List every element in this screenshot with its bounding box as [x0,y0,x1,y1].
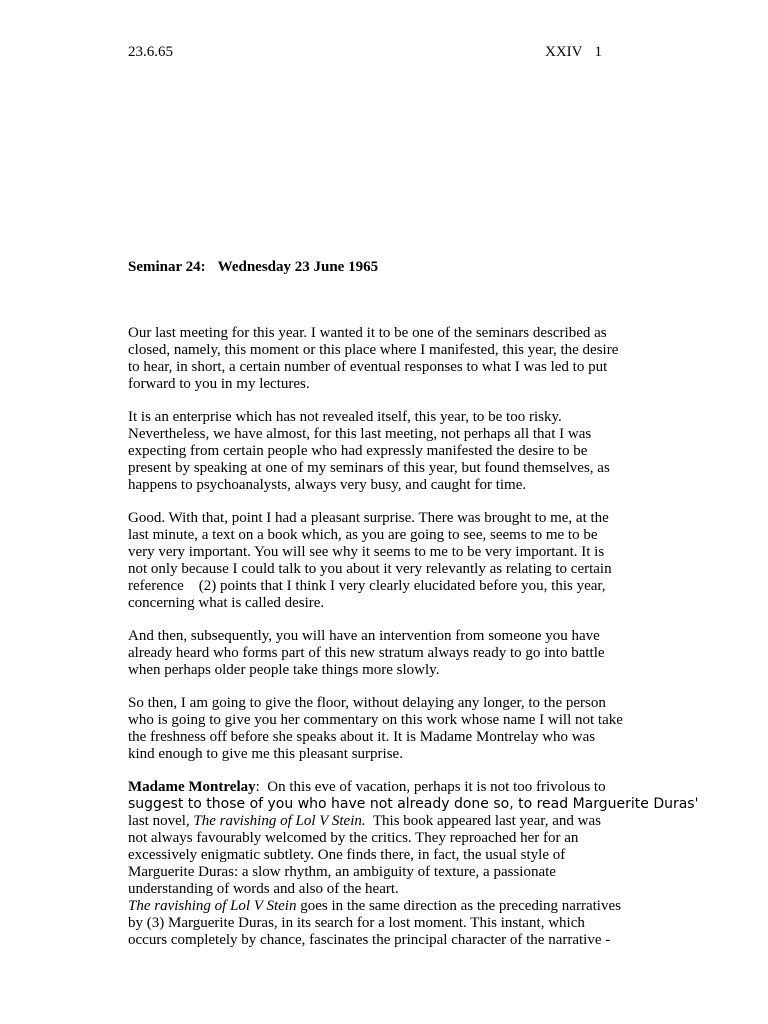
book-title: The ravishing of Lol V Stein. [193,813,366,829]
header-page-number: 1 [594,44,602,60]
paragraph-line: Marguerite Duras: a slow rhythm, an ambiguity of texture, a passionate [128,864,556,880]
paragraph-line: who is going to give you her commentary on this work whose name I will not take [128,712,623,728]
paragraph-line: present by speaking at one of my seminars of this year, but found themselves, as [128,460,610,476]
line-text: goes in the same direction as the preceding narratives [296,898,621,914]
line-text: : On this eve of vacation, perhaps it is not too frivolous to [255,779,606,795]
paragraph-line: last minute, a text on a book which, as you are going to see, seems to me to be [128,527,598,543]
paragraph-line: concerning what is called desire. [128,595,325,611]
paragraph-line: when perhaps older people take things more slowly. [128,662,440,678]
book-title: The ravishing of Lol V Stein [128,898,297,914]
paragraph-line: forward to you in my lectures. [128,376,310,392]
paragraph-line: to hear, in short, a certain number of eventual responses to what I was led to put [128,359,608,375]
paragraph-line: It is an enterprise which has not revealed itself, this year, to be too risky. [128,409,562,425]
line-text: last novel, [128,813,194,829]
paragraph-line [128,898,648,915]
header-section: XXIV [545,44,583,60]
speaker-name: Madame Montrelay [128,779,256,795]
paragraph-line: Our last meeting for this year. I wanted it to be one of the seminars described as [128,325,607,341]
paragraph-4 [128,628,648,679]
seminar-date: Wednesday 23 June 1965 [217,259,379,275]
paragraph-line: kind enough to give me this pleasant surprise. [128,746,403,762]
paragraph-line: not always favourably welcomed by the critics. They reproached her for an [128,830,579,846]
paragraph-5 [128,695,648,763]
paragraph-line: occurs completely by chance, fascinates the principal character of the narrative - [128,932,611,948]
paragraph-line: suggest to those of you who have not already done so, to read Marguerite Duras' [128,796,699,812]
seminar-label: Seminar 24: [128,259,206,275]
paragraph-line: Nevertheless, we have almost, for this last meeting, not perhaps all that I was [128,426,592,442]
paragraph-line: very very important. You will see why it seems to me to be very important. It is [128,544,605,560]
paragraph-1 [128,325,648,393]
paragraph-2 [128,409,648,494]
paragraph-line: So then, I am going to give the floor, without delaying any longer, to the person [128,695,606,711]
paragraph-line: expecting from certain people who had expressly manifested the desire to be [128,443,588,459]
paragraph-line: by (3) Marguerite Duras, in its search for a lost moment. This instant, which [128,915,585,931]
paragraph-line: understanding of words and also of the heart. [128,881,399,897]
paragraph-line: excessively enigmatic subtlety. One finds there, in fact, the usual style of [128,847,566,863]
paragraph-montrelay [128,779,699,949]
seminar-title [128,259,378,276]
header-page-ref [545,44,602,61]
paragraph-line: closed, namely, this moment or this place where I manifested, this year, the desire [128,342,619,358]
paragraph-3 [128,510,648,612]
line-text: This book appeared last year, and was [365,813,601,829]
paragraph-line: already heard who forms part of this new stratum always ready to go into battle [128,645,605,661]
paragraph-line: And then, subsequently, you will have an intervention from someone you have [128,628,600,644]
header-date: 23.6.65 [128,44,173,60]
paragraph-line: the freshness off before she speaks about it. It is Madame Montrelay who was [128,729,596,745]
paragraph-line: happens to psychoanalysts, always very busy, and caught for time. [128,477,527,493]
paragraph-line: not only because I could talk to you about it very relevantly as relating to certain [128,561,612,577]
paragraph-line [128,779,648,796]
paragraph-line [128,813,648,830]
paragraph-line: reference (2) points that I think I very clearly elucidated before you, this year, [128,578,606,594]
paragraph-line: Good. With that, point I had a pleasant surprise. There was brought to me, at the [128,510,609,526]
